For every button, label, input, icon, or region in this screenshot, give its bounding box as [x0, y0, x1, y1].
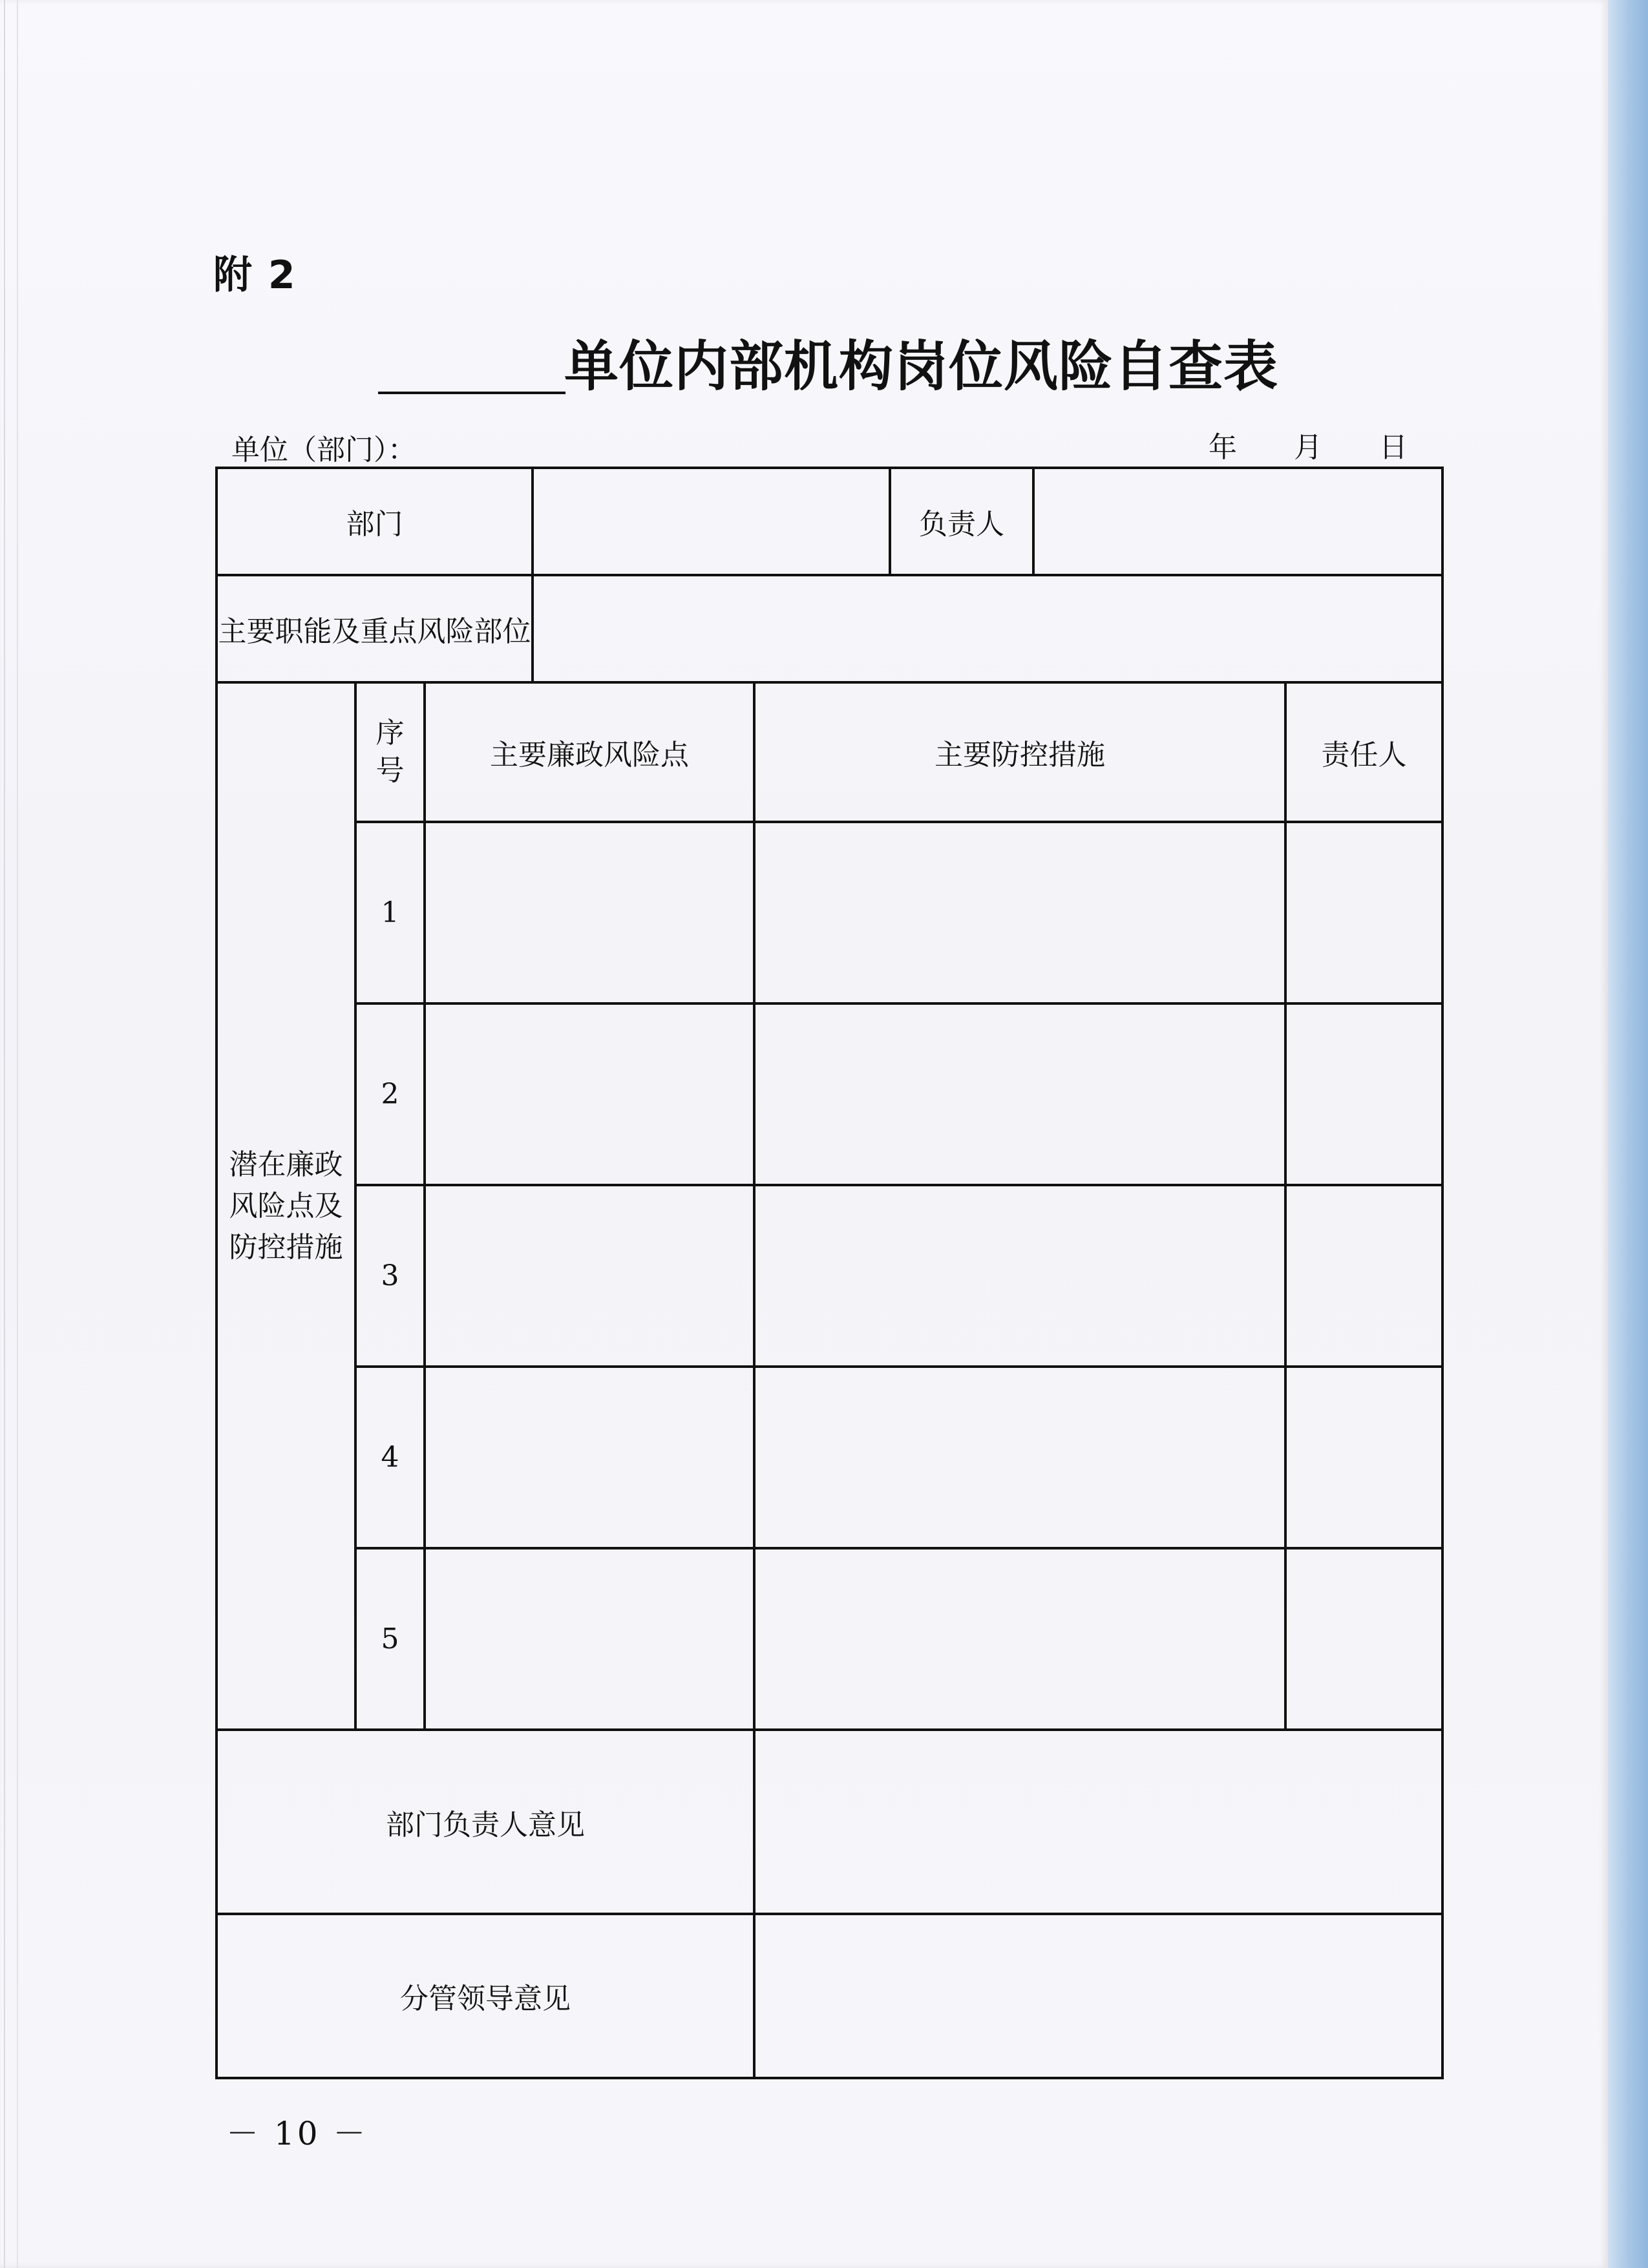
- date-line: [1209, 424, 1408, 465]
- person-field[interactable]: [1285, 822, 1442, 1003]
- row-number: 5: [355, 1548, 425, 1730]
- title-blank-line[interactable]: [378, 392, 565, 394]
- risk-point-field[interactable]: [425, 1003, 754, 1185]
- page-title: 单位内部机构岗位风险自查表: [564, 334, 1279, 398]
- functions-label: 主要职能及重点风险部位: [217, 575, 533, 682]
- leader-opinion-field[interactable]: [754, 1914, 1442, 2078]
- measures-field[interactable]: [754, 1003, 1285, 1185]
- person-field[interactable]: [1285, 1185, 1442, 1367]
- risk-row: [217, 1548, 1442, 1730]
- leader-field[interactable]: [1033, 468, 1442, 575]
- seq-column-header: [355, 682, 425, 822]
- dept-opinion-row: [217, 1730, 1442, 1914]
- leader-opinion-row: [217, 1914, 1442, 2078]
- department-label: 部门: [217, 468, 533, 575]
- risk-row: [217, 1003, 1442, 1185]
- risk-header-row: [217, 682, 1442, 822]
- month-label: 月: [1294, 431, 1322, 464]
- measures-field[interactable]: [754, 1548, 1285, 1730]
- person-field[interactable]: [1285, 1003, 1442, 1185]
- dept-opinion-field[interactable]: [754, 1730, 1442, 1914]
- risk-section-label-line: 防控措施: [229, 1230, 343, 1264]
- attachment-label: 附 2: [213, 253, 297, 298]
- row-number: 4: [355, 1367, 425, 1548]
- dept-opinion-label: 部门负责人意见: [217, 1730, 754, 1914]
- functions-row: [217, 575, 1442, 682]
- leader-label: 负责人: [890, 468, 1033, 575]
- measures-column-header: 主要防控措施: [754, 682, 1285, 822]
- leader-opinion-label: 分管领导意见: [217, 1914, 754, 2078]
- risk-section-label-line: 潜在廉政: [229, 1148, 343, 1181]
- measures-field[interactable]: [754, 1367, 1285, 1548]
- risk-row: [217, 1367, 1442, 1548]
- year-label: 年: [1209, 431, 1237, 464]
- person-column-header: 责任人: [1285, 682, 1442, 822]
- background-edge: [1608, 0, 1648, 2268]
- row-number: 1: [355, 822, 425, 1003]
- unit-label: 单位（部门）：: [231, 434, 416, 467]
- day-label: 日: [1379, 431, 1408, 464]
- risk-point-field[interactable]: [425, 1185, 754, 1367]
- risk-point-field[interactable]: [425, 822, 754, 1003]
- risk-section-label-line: 风险点及: [229, 1189, 343, 1223]
- seq-header-line: 号: [375, 754, 405, 787]
- risk-row: [217, 822, 1442, 1003]
- risk-self-check-table: [215, 467, 1444, 2079]
- measures-field[interactable]: [754, 1185, 1285, 1367]
- person-field[interactable]: [1285, 1548, 1442, 1730]
- page-stack-edge: [4, 0, 18, 2268]
- risk-row: [217, 1185, 1442, 1367]
- row-number: 2: [355, 1003, 425, 1185]
- measures-field[interactable]: [754, 822, 1285, 1003]
- department-field[interactable]: [533, 468, 890, 575]
- risk-point-field[interactable]: [425, 1548, 754, 1730]
- risk-section-label: [217, 682, 355, 1730]
- functions-field[interactable]: [533, 575, 1442, 682]
- page-number: － 10 －: [226, 2115, 368, 2152]
- risk-point-field[interactable]: [425, 1367, 754, 1548]
- title-row: [378, 323, 1412, 401]
- department-row: [217, 468, 1442, 575]
- seq-header-line: 序: [375, 717, 405, 750]
- row-number: 3: [355, 1185, 425, 1367]
- risk-point-column-header: 主要廉政风险点: [425, 682, 754, 822]
- person-field[interactable]: [1285, 1367, 1442, 1548]
